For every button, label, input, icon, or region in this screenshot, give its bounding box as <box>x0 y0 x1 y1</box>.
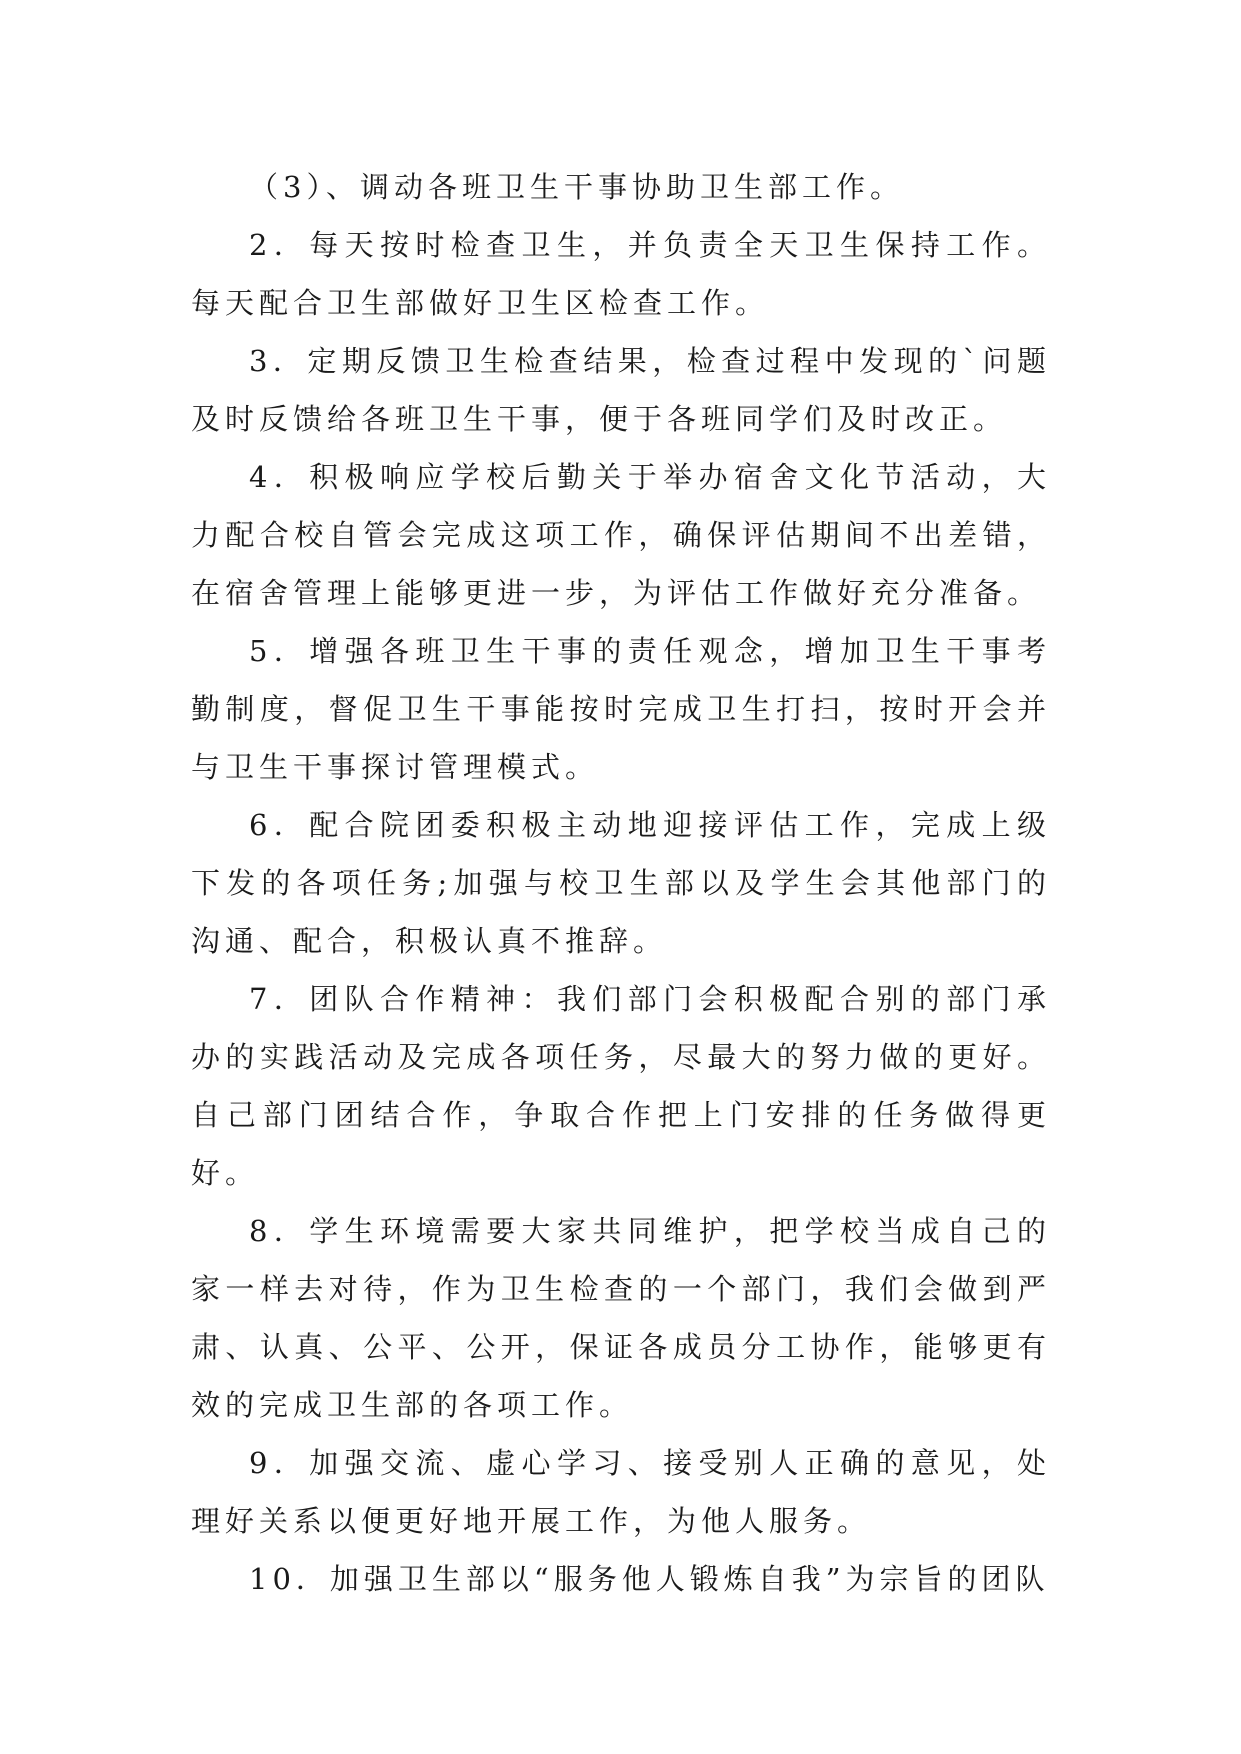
paragraph-4: 4．积极响应学校后勤关于举办宿舍文化节活动，大力配合校自管会完成这项工作，确保评估期间不出差错，在宿舍管理上能够更进一步，为评估工作做好充分准备。 <box>191 460 1051 610</box>
document-body <box>191 158 1051 1608</box>
paragraph-8: 8．学生环境需要大家共同维护，把学校当成自己的家一样去对待，作为卫生检查的一个部门，我们会做到严肃、认真、公平、公开，保证各成员分工协作，能够更有效的完成卫生部的各项工作。 <box>191 1214 1051 1422</box>
paragraph-9: 9．加强交流、虚心学习、接受别人正确的意见，处理好关系以便更好地开展工作，为他人服务。 <box>191 1446 1051 1538</box>
paragraph-6: 6．配合院团委积极主动地迎接评估工作，完成上级下发的各项任务;加强与校卫生部以及学生会其他部门的沟通、配合，积极认真不推辞。 <box>191 808 1051 958</box>
paragraph-3: 3．定期反馈卫生检查结果，检查过程中发现的`问题及时反馈给各班卫生干事，便于各班同学们及时改正。 <box>191 344 1051 436</box>
paragraph-2: 2．每天按时检查卫生，并负责全天卫生保持工作。每天配合卫生部做好卫生区检查工作。 <box>191 228 1051 320</box>
paragraph-10: 10．加强卫生部以“服务他人锻炼自我”为宗旨的团队 <box>249 1562 1050 1596</box>
paragraph-item-3: （3）、调动各班卫生干事协助卫生部工作。 <box>249 170 904 204</box>
paragraph-5: 5．增强各班卫生干事的责任观念，增加卫生干事考勤制度，督促卫生干事能按时完成卫生打扫，按时开会并与卫生干事探讨管理模式。 <box>191 634 1051 784</box>
paragraph-7: 7．团队合作精神：我们部门会积极配合别的部门承办的实践活动及完成各项任务，尽最大的努力做的更好。自己部门团结合作，争取合作把上门安排的任务做得更好。 <box>191 982 1051 1190</box>
